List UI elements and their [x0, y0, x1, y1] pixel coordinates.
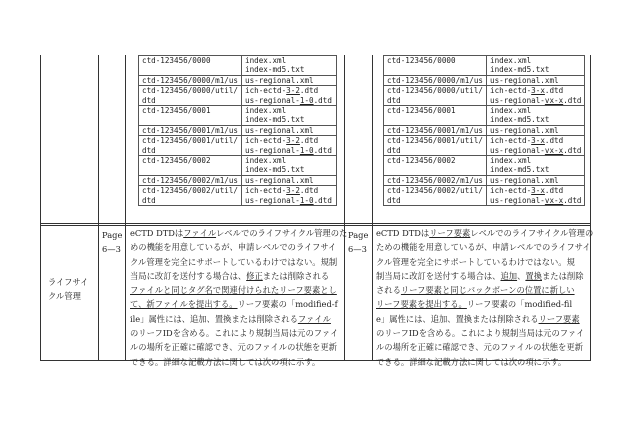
version-text: 1-0 [299, 145, 314, 155]
grid-line [372, 55, 373, 361]
file-line: ich-ectd-3-2.dtd [245, 136, 319, 146]
path-line: ctd-123456/0001 [142, 106, 211, 116]
table-row [384, 56, 585, 76]
file-line: index-md5.txt [245, 165, 305, 175]
path-line: ctd-123456/0001/util/ [387, 136, 484, 146]
path-line: dtd [142, 145, 156, 155]
path-line: ctd-123456/0000/m1/us [387, 75, 484, 85]
path-line: ctd-123456/0000/m1/us [142, 75, 239, 85]
paragraph-line: eCTD DTDはリーフ要素レベルでのライフサイクル管理の [376, 228, 594, 238]
version-text: 3-2 [286, 136, 300, 146]
version-text: 1-0 [299, 195, 314, 205]
paragraph-line: できる。詳細な記載方法に関しては次の項に示す。 [376, 356, 567, 367]
paragraph-line: ルの場所を正確に確認でき、元のファイルの状態を更新 [376, 342, 583, 353]
row-label-line: ライフサイ [48, 277, 89, 287]
path-cell [139, 125, 242, 135]
right-paragraph [376, 226, 594, 369]
file-cell [242, 86, 337, 106]
paragraph-line: て、新ファイルを提出する。リーフ要素の「modified-f [130, 299, 338, 310]
path-line [142, 115, 238, 124]
table-row [384, 75, 585, 85]
file-line: index-md5.txt [490, 65, 550, 75]
paragraph-line: めの機能を用意しているが、申請レベルでのライフサイ [130, 242, 337, 253]
path-line: dtd [387, 195, 401, 205]
page-ref-right [348, 228, 368, 256]
table-row [384, 175, 585, 185]
file-line: us-regional-vx-x.dtd [490, 195, 582, 205]
file-cell [242, 75, 337, 85]
file-line: index-md5.txt [245, 115, 305, 125]
file-line: index-md5.txt [245, 65, 305, 75]
table-row [384, 156, 585, 176]
file-line: us-regional.xml [490, 75, 559, 85]
version-text: 3-2 [286, 86, 300, 96]
file-line: index.xml [490, 156, 532, 166]
grid-line [590, 55, 591, 361]
table-row [139, 125, 337, 135]
file-line: ich-ectd-3-x.dtd [490, 136, 564, 146]
grid-line [40, 55, 41, 361]
right-file-table [383, 55, 585, 206]
row-separator [40, 223, 591, 224]
paragraph-line: e」属性には、追加、置換または削除されるリーフ要素 [376, 313, 580, 324]
row-label-line: クル管理 [48, 291, 81, 301]
grid-line [98, 55, 99, 361]
table-row [139, 186, 337, 206]
table-row [139, 136, 337, 156]
path-cell [139, 186, 242, 206]
file-line: index-md5.txt [490, 115, 550, 125]
table-row [139, 156, 337, 176]
path-line: ctd-123456/0002/m1/us [387, 175, 484, 185]
file-line: us-regional-1-0.dtd [245, 195, 332, 205]
path-line: dtd [387, 95, 401, 105]
version-text: 1-0 [299, 95, 314, 105]
file-line: ich-ectd-3-x.dtd [490, 86, 564, 96]
file-cell [487, 106, 585, 126]
table-row [139, 56, 337, 76]
path-line: ctd-123456/0000/util/ [387, 86, 484, 96]
file-cell [487, 136, 585, 156]
file-line: index.xml [245, 56, 287, 65]
row-label [48, 275, 88, 303]
file-cell [242, 156, 337, 176]
table-row [384, 106, 585, 126]
path-cell [139, 156, 242, 176]
path-line: ctd-123456/0001 [387, 106, 456, 116]
path-cell [384, 175, 487, 185]
file-line: us-regional.xml [490, 125, 559, 135]
file-line: ich-ectd-3-2.dtd [245, 186, 319, 196]
paragraph-line: ための機能を用意しているが、申請レベルでのライフサイ [376, 242, 591, 253]
path-line: ctd-123456/0002/m1/us [142, 175, 239, 185]
version-text: vx-x [544, 145, 564, 155]
path-line: ctd-123456/0002 [142, 156, 211, 166]
path-cell [384, 106, 487, 126]
file-cell [242, 106, 337, 126]
page-ref-text: Page [348, 230, 369, 240]
file-cell [487, 186, 585, 206]
file-line: ich-ectd-3-x.dtd [490, 186, 564, 196]
paragraph-line: リーフ要素を提出する。リーフ要素の「modified-fil [376, 299, 573, 310]
paragraph-line: クル管理を完全にサポートしているわけではない。規 [376, 256, 575, 267]
path-line: ctd-123456/0001/m1/us [142, 125, 239, 135]
table-row [139, 106, 337, 126]
path-cell [384, 136, 487, 156]
file-line: us-regional.xml [245, 175, 314, 185]
left-paragraph [130, 226, 348, 369]
version-text: vx-x [544, 195, 564, 205]
left-file-table [138, 55, 337, 206]
path-cell [384, 56, 487, 76]
page-ref-text: Page [102, 230, 123, 240]
path-cell [384, 75, 487, 85]
path-cell [139, 86, 242, 106]
path-cell [139, 75, 242, 85]
path-line [142, 165, 238, 174]
paragraph-line: されるリーフ要素と同じバックボーンの位置に新しい [376, 285, 575, 296]
path-line: ctd-123456/0002/util/ [142, 186, 239, 196]
path-line: ctd-123456/0002 [387, 156, 456, 166]
file-line: index.xml [245, 156, 287, 166]
paragraph-line: のリーフIDを含める。これにより規制当局は元のファイ [130, 328, 339, 339]
file-cell [487, 86, 585, 106]
paragraph-line: ファイルと同じタグ名で関連付けられたリーフ要素とし [130, 285, 337, 296]
table-row [384, 86, 585, 106]
table-row [384, 186, 585, 206]
file-cell [242, 125, 337, 135]
path-line: ctd-123456/0002/util/ [387, 186, 484, 196]
path-cell [384, 86, 487, 106]
path-line [387, 65, 483, 74]
file-cell [487, 175, 585, 185]
table-row [139, 75, 337, 85]
path-cell [139, 106, 242, 126]
paragraph-line: のリーフIDを含める。これにより規制当局は元のファイ [376, 328, 585, 339]
path-cell [139, 56, 242, 76]
version-text: vx-x [544, 95, 564, 105]
file-cell [487, 75, 585, 85]
file-line: index.xml [490, 56, 532, 65]
version-text: 3-2 [286, 186, 300, 196]
path-line: ctd-123456/0001/m1/us [387, 125, 484, 135]
path-line: ctd-123456/0000 [142, 56, 211, 65]
page-ref-text: 6—3 [348, 244, 367, 254]
path-line [387, 115, 483, 124]
file-line: us-regional-1-0.dtd [245, 95, 332, 105]
paragraph-line: ile」属性には、追加、置換または削除されるファイル [130, 313, 331, 324]
paragraph-line: ルの場所を正確に確認でき、元のファイルの状態を更新 [130, 342, 337, 353]
paragraph-line: 当局に改訂を送付する場合は、修正または削除される [130, 270, 330, 281]
file-cell [242, 186, 337, 206]
table-row [384, 125, 585, 135]
file-line: us-regional.xml [245, 75, 314, 85]
file-line: index.xml [245, 106, 287, 116]
page-ref-text: 6—3 [102, 244, 121, 254]
file-cell [487, 156, 585, 176]
grid-line [125, 55, 126, 361]
path-cell [384, 125, 487, 135]
paragraph-line: eCTD DTDはファイルレベルでのライフサイクル管理のた [130, 228, 348, 238]
file-cell [487, 56, 585, 76]
path-cell [139, 136, 242, 156]
path-line [142, 65, 238, 74]
file-line: us-regional.xml [245, 125, 314, 135]
version-text: 3-x [531, 86, 545, 96]
file-cell [242, 136, 337, 156]
file-line: us-regional-1-0.dtd [245, 145, 332, 155]
file-line: index.xml [490, 106, 532, 116]
path-cell [139, 175, 242, 185]
paragraph-line: できる。詳細な記載方法に関しては次の項に示す。 [130, 356, 321, 367]
file-cell [487, 125, 585, 135]
path-line: ctd-123456/0001/util/ [142, 136, 239, 146]
path-cell [384, 156, 487, 176]
path-line: dtd [142, 95, 156, 105]
version-text: 3-x [531, 186, 545, 196]
table-row [139, 86, 337, 106]
file-line: us-regional.xml [490, 175, 559, 185]
path-line: dtd [142, 195, 156, 205]
table-row [139, 175, 337, 185]
version-text: 3-x [531, 136, 545, 146]
path-line: ctd-123456/0000/util/ [142, 86, 239, 96]
grid-line [344, 55, 345, 361]
file-line: ich-ectd-3-2.dtd [245, 86, 319, 96]
page-ref-left [102, 228, 122, 256]
file-cell [242, 56, 337, 76]
table-row [384, 136, 585, 156]
file-line: us-regional-vx-x.dtd [490, 95, 582, 105]
path-cell [384, 186, 487, 206]
paragraph-line: 制当局に改訂を送付する場合は、追加、置換または削除 [376, 270, 584, 281]
path-line: dtd [387, 145, 401, 155]
paragraph-line: クル管理を完全にサポートしているわけではない。規制 [130, 256, 338, 267]
path-line: ctd-123456/0000 [387, 56, 456, 65]
file-cell [242, 175, 337, 185]
file-line: index-md5.txt [490, 165, 550, 175]
file-line: us-regional-vx-x.dtd [490, 145, 582, 155]
path-line [387, 165, 483, 174]
